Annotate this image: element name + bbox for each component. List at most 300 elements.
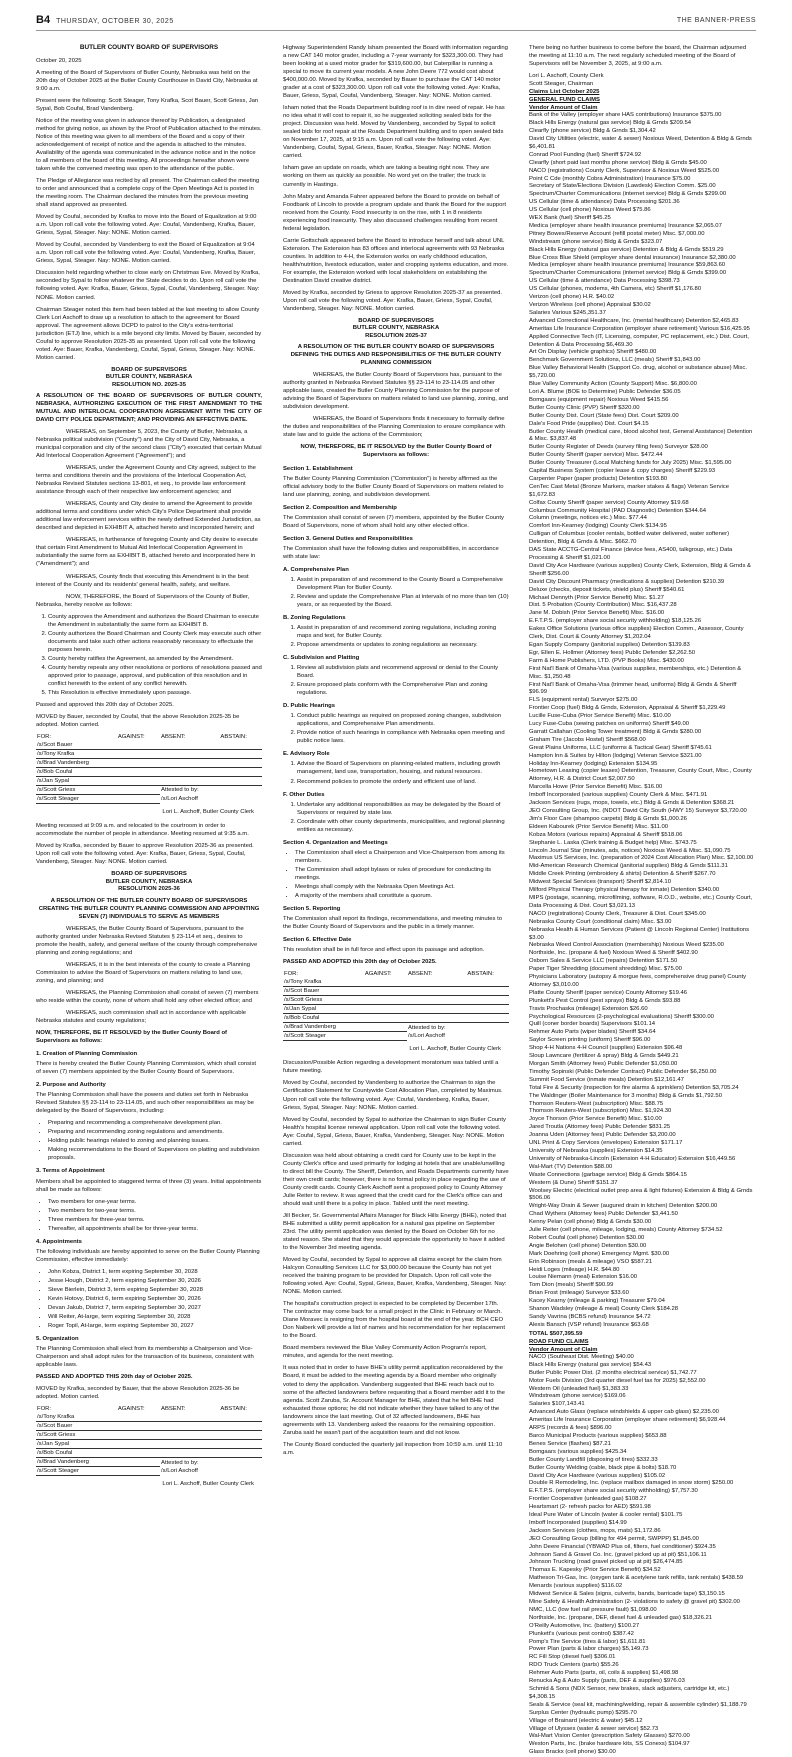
claim-row: Benchmark Government Solutions, LLC (meals) Sheriff $1,843.00: [529, 357, 701, 364]
vote-header: ABSTAIN:: [220, 734, 247, 741]
vote-name: /s/Scot Bauer: [36, 1422, 117, 1431]
claim-row: Surplus Center (hydraulic pump) $295.70: [529, 1709, 637, 1716]
clerk-signature: Lori L. Aschoff, Butler County Clerk: [409, 1046, 501, 1053]
attested-signature: /s/Lori Aschoff: [161, 1468, 198, 1475]
section-heading: Section 1. Establishment: [283, 465, 353, 472]
paragraph: Discussion held regarding whether to close early on Christmas Eve. Moved by Krafka, seconded by Sypal to follow whatever the State decides to do. Upon roll call vote the following voted. Aye: Krafka, Bauer, Griess, Sypal, Coufal, Vandenberg, Steager. Nay: NONE. Motion carried.: [36, 270, 260, 301]
claim-row: Advanced Auto Glass (replace windshields & upper cab glass) $2,235.00: [529, 1409, 719, 1416]
claim-row: Holiday Inn-Kearney (lodging) Extension $134.95: [529, 760, 658, 767]
claim-row: Nebraska Health & Human Services (Patient @ Lincoln Regional Center) Institutions $3.00: [529, 926, 750, 941]
claim-row: Nebraska Weed Control Association (membership) Noxious Weed $235.00: [529, 942, 724, 949]
claim-row: Rehmer Auto Parts (wiper blades) Sheriff $34.64: [529, 1029, 656, 1036]
claim-row: Windstream (phone service) $169.06: [529, 1393, 626, 1400]
claim-row: Thomson Reuters-West (subscription) Misc. $88.75: [529, 1100, 664, 1107]
whereas-clause: WHEREAS, on September 5, 2023, the County of Butler, Nebraska, a Nebraska political subdivision ("County") and the City of David City, Nebraska, a municipal corporation and city of the second class ("City") executed that certain Mutual Aid Interlocal Cooperation Agreement ("Agreement"); and: [36, 429, 262, 460]
claim-row: Art On Display (vehicle graphics) Sheriff $480.00: [529, 349, 657, 356]
claim-row: UNL Print & Copy Services (envelopes) Extension $171.17: [529, 1140, 683, 1147]
section-heading: 4. Appointments: [36, 1238, 82, 1245]
claim-row: Midwest Service & Sales (signs, culverts, bands, barricade tape) $3,150.15: [529, 1591, 725, 1598]
claim-row: Butler County Sheriff (paper service) Misc. $472.44: [529, 452, 663, 459]
claim-row: Physicians Laboratory (autopsy & morgue fees, comprehensive drug panel) County Attorney $3,010.00: [529, 974, 747, 988]
claim-row: US Cellular (time & attendance) Data Processing $201.36: [529, 199, 680, 206]
claim-row: Kobza Motors (various repairs) Appraisal & Sheriff $518.06: [529, 831, 683, 838]
claim-row: Alexis Bansch (VSP refund) Insurance $63.68: [529, 1321, 649, 1328]
claim-row: University of Nebraska-Lincoln (Extension 4-H Educator) Extension $16,449.56: [529, 1155, 736, 1162]
claim-row: WEX Bank (fuel) Sheriff $45.25: [529, 215, 611, 222]
claim-row: Renucka Ag & Auto Supply (parts, DEF & supplies) $976.03: [529, 1678, 685, 1685]
claim-row: Mid-American Research Chemical (janitorial supplies) Bldg & Grnds $111.31: [529, 863, 728, 870]
claim-row: Windstream (phone service) Bldg & Grnds $323.07: [529, 238, 663, 245]
paragraph: Isham gave an update on roads, which are taking a beating right now. They are working on them as quickly as possible. No word yet on the trailer; the truck is currently in Hastings.: [283, 165, 490, 188]
claim-row: Mine Safety & Health Administration (2- violations to safety @ gravel pit) $302.00: [529, 1599, 740, 1605]
claim-row: US Cellular (cell phone) Noxious Weed $75.86: [529, 207, 651, 214]
claim-row: Lucy Fuse-Cuba (sewing patches on uniforms) Sheriff $49.00: [529, 721, 690, 728]
paragraph: The hospital's construction project is expected to be completed by December 17th. The contractor may come back for a small project in the Clinic in February or March. Diane Moravec is resigning from the hospital board at the end of the year. BCH CEO Don Naiberk will provide a list of names and his recommendation for her replacement to the Board.: [283, 1301, 505, 1340]
claim-row: Milford Physical Therapy (physical therapy for inmate) Detention $340.00: [529, 887, 720, 894]
claim-row: Village of Ulysses (water & sewer service) $52.73: [529, 1725, 659, 1732]
claim-row: Dist. 5 Probation (County Contribution) Misc. $16,437.28: [529, 602, 677, 609]
claim-row: Hometown Leasing (copier leases) Detention, Treasurer, County Court, Misc., County Attorney, H.R. & District Court $2,007.50: [529, 768, 752, 783]
vote-name: /s/Scott Griess: [36, 786, 117, 795]
claim-row: Double R Remodeling, Inc. (replace mailbox damaged in snow storm) $250.00: [529, 1480, 734, 1487]
claim-row: Paper Tiger Shredding (document shredding) Misc. $75.00: [529, 966, 682, 973]
paragraph: Chairman Steager noted this item had been tabled at the last meeting to allow County Clerk Lori Aschoff to draw up a resolution to attach to the agreement for Board approval. The agreement allows DCPD to patrol to the City's extra-territorial jurisdiction (ETJ) line, which is a mile beyond city limits. Moved by Bauer, seconded by Coufal to approve Resolution 2025-35 as presented. Upon roll call vote the following voted. Aye: Bauer, Krafka, Vandenberg, Coufal, Sypal, Griess, Steager. Nay: NONE. Motion carried.: [36, 306, 262, 361]
claim-row: University of Nebraska (supplies) Extension $14.35: [529, 1147, 663, 1154]
paragraph: Moved by Coufal, seconded by Vandenberg to exit the Board of Equalization at 9:04 a.m. Upon roll call vote the following voted. Aye: Coufal, Vandenberg, Krafka, Bauer, Griess, Sypal, Steager. Nay: NONE. Motion carried.: [36, 242, 256, 265]
resolution-title: A RESOLUTION OF THE BOARD OF SUPERVISORS OF BUTLER COUNTY, NEBRASKA, AUTHORIZING EXECUTION OF THE FIRST AMENDMENT TO THE MUTUAL AND INTERLOCAL COOPERATION AGREEMENT WITH THE CITY OF DAVID CITY POLICE DEPARTMENT; AND PROVIDING AN EFFECTIVE DATE.: [36, 392, 262, 423]
vote-name: /s/Scott Griess: [36, 1431, 117, 1440]
claim-row: Applied Connective Tech (IT, Licensing, computer, PC replacement, etc.) Dist. Court, Detention & Data Processing $6,469.30: [529, 333, 749, 348]
vote-name: /s/Scott Steager: [36, 795, 117, 804]
claim-row: Black Hills Energy (natural gas service) Bldg & Grnds $209.54: [529, 120, 692, 127]
list-item: • Making recommendations to the Board of Supervisors on platting and subdivision proposals.: [48, 1146, 262, 1162]
vote-header: ABSENT:: [161, 1406, 186, 1413]
vote-name: /s/Tony Krafka: [36, 750, 117, 759]
claim-row: Woolsey Electric (electrical outlet prep area & light fixtures) Extension & Bldg & Grnds $506.06: [529, 1187, 753, 1202]
paragraph: John Mabry and Amanda Fahrer appeared before the Board to provide on behalf of Foodbank of Lincoln to provide a program update and thank the Board for the support received from the County. Food insecurity is on the rise, with 1 in 8 residents experiencing food insecurity. They also discussed challenges resulting from recent federal legislation.: [283, 193, 507, 232]
claim-row: John Deere Financial (YBWAD Plus oil, filters, fuel conditioner) $924.35: [529, 1543, 716, 1550]
claim-row: Clearfly (phone service) Bldg & Grnds $1,304.42: [529, 128, 656, 135]
whereas-clause: WHEREAS, County and City desire to amend the Agreement to provide additional terms and conditions under which City's Police Department shall provide additional law enforcement services within the newly defined Extended Jurisdiction, as described and depicted in EXHIBIT A, attached hereto and incorporated herein; and: [36, 501, 261, 532]
section-heading: 3. Terms of Appointment: [36, 1168, 105, 1175]
vote-name: /s/Scot Bauer: [283, 987, 364, 996]
claim-row: Brian Frost (mileage) Surveyor $33.60: [529, 1290, 629, 1297]
heading-line: BUTLER COUNTY, NEBRASKA: [105, 374, 193, 381]
heading-line: RESOLUTION 2025-37: [365, 332, 427, 339]
claim-row: Secretary of State/Elections Division (Lawdesk) Election Comm. $25.00: [529, 183, 716, 190]
list-item: 1. Advise the Board of Supervisors on planning-related matters, including growth management, land use, transportation, housing, and natural resources.: [297, 760, 509, 776]
general-fund-total: TOTAL $507,395.59: [529, 1330, 583, 1337]
paragraph: The Butler County Planning Commission ("Commission") is hereby affirmed as the official advisory body to the Butler County Board of Supervisors on matters related to land use planning, zoning, and subdivision development.: [283, 475, 504, 498]
heading-line: BOARD OF SUPERVISORS: [111, 871, 187, 878]
paragraph: It was noted that in order to have BHE's utility permit application reconsidered by the Board, it must be added to the meeting agenda by a Board member who originally voted to deny the application. Vandenberg suggested that BHE reach back out to some of the affected landowners before requesting that a Board member add it to the agenda. Scott Zaruba, Sr. Account Manager for BHE, stated that he felt BHE had exhausted those options; he did not indicate whether they have talked to any of the landowners since the last meeting. Out of 32 affected landowners, BHE has agreements with 13. Vandenberg asked the reasons for the remaining opposition. Zaruba said he wasn't part of the acquisition team and did not know.: [283, 1365, 505, 1436]
vote-table: [283, 970, 509, 1041]
claim-row: David City Discount Pharmacy (medications & supplies) Detention $210.39: [529, 578, 725, 585]
vote-header: AGAINST:: [117, 1406, 145, 1413]
claim-row: NMC, LLC (low fuel rail pressure fault) $1,098.00: [529, 1606, 657, 1613]
header-left: [36, 14, 174, 26]
claim-row: Spectrum/Charter Communications (internet service) Bldg & Grnds $399.00: [529, 270, 727, 277]
article-title: BUTLER COUNTY BOARD OF SUPERVISORS: [79, 44, 219, 51]
paragraph: MOVED by Bauer, seconded by Coufal, that the above Resolution 2025-35 be adopted. Motion carried.: [36, 713, 240, 729]
section-heading: Section 3. General Duties and Responsibilities: [283, 535, 413, 542]
section-heading: 5. Organization: [36, 1336, 79, 1343]
resolution-items: [36, 613, 262, 697]
claim-row: JEO Consulting Group (billing for 494 permit, SWPPP) $1,845.00: [529, 1535, 699, 1542]
claim-row: Wright-Way Drain & Sewer (augured drain in kitchen) Detention $200.00: [529, 1203, 718, 1210]
claim-row: Great Plains Uniforms, LLC (uniforms & Tactical Gear) Sheriff $745.61: [529, 744, 712, 751]
claim-row: FLS (equipment rental) Surveyor $275.00: [529, 697, 638, 704]
claim-row: E.F.T.P.S. (employer share social security withholding) $7,757.30: [529, 1488, 698, 1495]
heading-line: BOARD OF SUPERVISORS: [358, 317, 434, 324]
clerk-signature: Lori L. Aschoff, County Clerk: [529, 73, 604, 80]
claim-row: Farm & Home Publishers, LTD. (PVP Books) Misc. $430.00: [529, 657, 684, 664]
vendor-header: Vendor Amount of Claim: [529, 105, 598, 112]
list-item: • Steve Bierlein, District 3, term expiring September 30, 2028: [48, 1286, 262, 1294]
numbered-list: [283, 576, 509, 609]
claim-row: Eakes Office Solutions (various office supplies) Election Comm., Assessor, County Clerk, Dist. Court & County Attorney $1,202.04: [529, 626, 744, 641]
column-3: [529, 44, 755, 1756]
numbered-list: [283, 801, 509, 834]
list-item: • Thereafter, all appointments shall be for three-year terms.: [48, 1225, 262, 1233]
claim-row: Julie Reiter (cell phone, mileage, lodging, meals) County Attorney $734.52: [529, 1227, 723, 1234]
vote-table: [36, 733, 262, 804]
subsection-heading: C. Subdivision and Platting: [283, 655, 360, 662]
paragraph: The following individuals are hereby appointed to serve on the Butler County Planning Commission, effective immediately:: [36, 1248, 260, 1263]
claim-row: Nebraska County Court (conditional claim) Misc. $3.00: [529, 918, 672, 925]
claim-row: Osborn Sales & Service LLC (repairs) Detention $171.50: [529, 958, 678, 965]
numbered-list: [283, 624, 509, 649]
claim-row: Menards (various supplies) $116.02: [529, 1583, 623, 1590]
section-heading: Section 2. Composition and Membership: [283, 504, 397, 511]
claim-row: Black Hills Energy (natural gas service) Detention & Bldg & Grnds $519.29: [529, 246, 724, 253]
claim-row: Pitney Bowes/Reserve Account (refill postal meter) Misc. $7,000.00: [529, 230, 705, 237]
claim-row: Egan Supply Company (janitorial supplies) Detention $139.83: [529, 641, 690, 648]
numbered-list: [283, 712, 509, 745]
claim-row: US Cellular (time & attendance) Data Processing $398.73: [529, 278, 680, 285]
whereas-clause: WHEREAS, the Butler County Board of Supervisors has, pursuant to the authority granted in Nebraska Revised Statutes §§ 23-114 to 23-114.05 and other applicable laws, created the Butler County Planning Commission for the purpose of advising the Board of Supervisors on matters related to land use planning, zoning, and subdivision development.: [283, 372, 509, 411]
resolution-heading: [36, 367, 262, 389]
vote-header: ABSTAIN:: [220, 1406, 247, 1413]
attested-signature: /s/Lori Aschoff: [161, 796, 198, 803]
claim-row: Timothy Sopinski (Public Defender Contract) Public Defender $6,250.00: [529, 1068, 717, 1075]
list-item: • Kevin Hotovy, District 6, term expiring September 30, 2026: [48, 1295, 262, 1303]
claim-row: Thomas E. Kapesky (Prior Service Benefit) $34.52: [529, 1567, 661, 1574]
claim-row: Benes Service (flashes) $87.21: [529, 1440, 611, 1447]
claim-row: Lucille Fuse-Cuba (Prior Service Benefit) Misc. $10.00: [529, 713, 671, 720]
whereas-clause: WHEREAS, in furtherance of foregoing County and City desire to execute that certain First Amendment to Mutual Aid Interlocal Cooperation Agreement in substantially the same form as EXHIBIT B, attached hereto and incorporated here in ("Amendment"); and: [36, 537, 258, 568]
paragraph: The Commission shall have the following duties and responsibilities, in accordance with state law:: [283, 545, 499, 560]
claim-row: Salaries $107,143.41: [529, 1401, 585, 1408]
claim-row: Shanon Wadsley (mileage & meal) County Clerk $184.28: [529, 1306, 679, 1313]
claim-row: Column (meetings, notices etc.) Misc. $77.44: [529, 515, 647, 522]
list-item: • The Commission shall adopt bylaws or rules of procedure for conducting its meetings.: [295, 866, 509, 882]
whereas-clause: WHEREAS, under the Agreement County and City agreed, subject to the terms and conditions therein and the provisions of the Interlocal Cooperation Act, Nebraska Revised Statutes sections 13-801, et seq., to provide law enforcement assistance through each of their respective law enforcement agencies; and: [36, 465, 256, 496]
vote-name: /s/Scott Steager: [283, 1032, 364, 1041]
paragraph: Members shall be appointed to staggered terms of three (3) years. Initial appointments shall be made as follows:: [36, 1178, 262, 1193]
column-1: [36, 44, 262, 1598]
whereas-clause: WHEREAS, it is in the best interests of the county to create a Planning Commission to advise the Board of Supervisors on matters relating to land use, zoning, and planning; and: [36, 961, 251, 984]
vote-name: /s/Tony Krafka: [36, 1413, 117, 1422]
general-fund-claims: [529, 112, 755, 1330]
vote-header: ABSENT:: [408, 971, 433, 978]
resolution-title: A RESOLUTION OF THE BUTLER COUNTY BOARD OF SUPERVISORS CREATING THE BUTLER COUNTY PLANNING COMMISSION AND APPOINTING SEVEN (7) INDIVIDUALS TO SERVE AS MEMBERS: [38, 897, 260, 920]
vote-name: /s/Brad Vandenberg: [36, 1458, 117, 1467]
claim-row: Pomp's Tire Service (tires & labor) $1,611.81: [529, 1638, 646, 1645]
claim-row: Schmid & Sons (NDX Sensor, new brakes, slack adjusters, cartridge kit, etc.) $4,308.15: [529, 1685, 730, 1700]
list-item: 2. Ensure proposed plats conform with the Comprehensive Plan and zoning regulations.: [297, 681, 509, 697]
list-item: • The Commission shall elect a Chairperson and Vice-Chairperson from among its members.: [295, 849, 509, 865]
whereas-clause: WHEREAS, the Planning Commission shall consist of seven (7) members who reside within the county, none of whom shall hold any other elected office; and: [36, 989, 259, 1004]
claim-row: Butler County Clinic (PVP) Sheriff $320.00: [529, 404, 640, 411]
claim-row: Erin Robinson (meals & mileage) VSO $587.21: [529, 1258, 653, 1265]
claim-row: Kacey Kearny (mileage & parking) Treasurer $79.04: [529, 1298, 665, 1305]
claim-row: Jared Troutla (Attorney fees) Public Defender $831.25: [529, 1124, 671, 1131]
list-item: 2. Review and update the Comprehensive Plan at intervals of no more than ten (10) years, or as requested by the Board.: [297, 593, 509, 609]
claim-row: Village of Brainard (electric & water) $45.12: [529, 1717, 643, 1724]
claim-row: Western Oil (unleaded fuel) $1,383.33: [529, 1385, 629, 1392]
paragraph: Discussion was held about obtaining a credit card for County use to be kept in the County Clerk's office and used primarily for lodging at hotels that are unable/unwilling to direct bill the County. The Sheriff, Detention, and Roads Departments currently have their own credit cards; however, there is no formal policy in place regarding the use of County credit cards. County Clerk Aschoff sent a proposed policy to County Attorney Julie Reiter to review. It was agreed that the credit card for the Clerk's office can and should wait until there is a policy in place. Tabled until the next meeting.: [283, 1152, 509, 1207]
whereas-clause: WHEREAS, the Butler County Board of Supervisors, pursuant to the authority granted under Nebraska Revised Statutes § 23-114 et seq., desires to promote the health, safety, and general welfare of the county through comprehensive planning and zoning regulations; and: [36, 925, 258, 956]
claim-row: David City Ace Hardware (various supplies) County Clerk, Extension, Bldg & Grnds & Sheriff $256.00: [529, 562, 751, 577]
claim-row: ARPS (records & fees) $896.00: [529, 1425, 612, 1432]
claim-row: Shop 4-H Nations 4-H Council (supplies) Extension $96.48: [529, 1045, 683, 1052]
now-therefore: NOW, THEREFORE, the Board of Supervisors of the County of Butler, Nebraska, hereby resolve as follows:: [36, 593, 250, 608]
list-item: • Devan Jakub, District 7, term expiring September 30, 2027: [48, 1304, 262, 1312]
clerk-signature: Lori L. Aschoff, Butler County Clerk: [162, 1481, 254, 1488]
claim-row: Plunkett's Pest Control (pest sprays) Bldg & Grnds $93.88: [529, 997, 681, 1004]
claim-row: Dale's Food Pride (supplies) Dist. Court $4.15: [529, 420, 649, 427]
resolution-heading: [36, 871, 262, 893]
claim-row: Heartsmart (2- refresh packs for AED) $591.98: [529, 1504, 651, 1511]
passed-line: PASSED AND ADOPTED THIS 20th day of October 2025.: [36, 1374, 193, 1381]
meeting-date: October 20, 2025: [36, 57, 82, 64]
claim-row: Lori A. Blume (BOE to Determine) Public Defender $36.05: [529, 388, 681, 395]
road-fund-heading: ROAD FUND CLAIMS: [529, 1338, 589, 1345]
list-item: • Will Reiter, At-large, term expiring September 30, 2028: [48, 1313, 262, 1321]
claim-row: Verizon (cell phone) H.R. $40.02: [529, 294, 615, 301]
claim-row: Midwest Special Services (transport) Sheriff $2,814.10: [529, 879, 671, 886]
bullet-list: [36, 1198, 262, 1233]
attested-label: Attested to by:: [161, 1459, 199, 1466]
chairman-signature: Scott Steager, Chairman: [529, 81, 594, 88]
claim-row: Northside, Inc. (propane, DEF, diesel fuel & unleaded gas) $18,326.21: [529, 1614, 713, 1621]
passed-line: PASSED AND ADOPTED this 20th day of October 2025.: [283, 959, 437, 966]
claim-row: Frontier Cooperative (unleaded gas) $108.27: [529, 1496, 647, 1503]
vote-header: FOR:: [37, 1406, 52, 1413]
section-heading: 2. Purpose and Authority: [36, 1082, 106, 1089]
paragraph: Isham noted that the Roads Department building roof is in dire need of repair. He has no idea what it will cost to repair it, so he suggested soliciting sealed bids for the project. Discussion was held. Moved by Vandenberg, seconded by Sypal to solicit sealed bids for roof repair at the Roads Department building and to open sealed bids on November 17, 2025, at 9:15 a.m. Upon roll call vote the following voted. Aye: Vandenberg, Coufal, Sypal, Griess, Bauer, Krafka, Steager. Nay: NONE. Motion carried.: [283, 105, 505, 160]
claim-row: Plunkett's (various pest control) $387.42: [529, 1630, 634, 1637]
list-item: 1. Assist in preparation of and recommend to the County Board a Comprehensive Development Plan for Butler County.: [297, 576, 509, 592]
claim-row: Egr, Ellen E. Hollmer (Attorney fees) Public Defender $2,262.50: [529, 649, 696, 656]
claim-row: US Cellular (phones, modems, 4th Camera, etc) Sheriff $1,176.80: [529, 286, 702, 293]
bullet-list: [36, 1268, 262, 1330]
column-2: [283, 44, 509, 1598]
list-item: 2. County authorizes the Board Chairman and County Clerk may execute such other documents and take such other actions reasonably necessary to effectuate the purposes herein.: [48, 630, 262, 654]
list-item: 4. County hereby repeals any other resolutions or portions of resolutions passed and approved prior to passage, approval, and publication of this resolution and in conflict herewith to the extent of any conflict herewith.: [48, 664, 262, 688]
paragraph: Moved by Krafka, seconded by Bauer to approve Resolution 2025-36 as presented. Upon roll call vote the following voted. Aye: Krafka, Bauer, Griess, Sypal, Coufal, Vandenberg, Steager. Nay: NONE. Motion carried.: [36, 843, 254, 866]
vote-name: /s/Jan Sypal: [283, 1005, 364, 1014]
attested-signature: /s/Lori Aschoff: [408, 1033, 445, 1040]
paragraph: Discussion/Possible Action regarding a development moratorium was tabled until a future meeting.: [283, 1060, 499, 1075]
section-heading: Section 6. Effective Date: [283, 937, 352, 943]
claim-row: Spectrum/Charter Communications (internet service) Bldg & Grnds $299.00: [529, 191, 727, 198]
claim-row: Stephanie L. Laska (Clerk training & Budget help) Misc. $743.75: [529, 839, 697, 846]
claim-row: Seals & Service (seal kit, machining/welding, repair & assemble cylinder) $1,188.79: [529, 1701, 747, 1708]
claim-row: Tom Dion (meals) Sheriff $90.99: [529, 1282, 614, 1289]
claim-row: Verizon Wireless (cell phone) Appraisal $30.02: [529, 302, 651, 308]
vote-header: FOR:: [284, 971, 299, 978]
paragraph: There is hereby created the Butler County Planning Commission, which shall consist of seven (7) members appointed by the Butler County Board of Supervisors.: [36, 1061, 257, 1076]
list-item: 2. Provide notice of such hearings in compliance with Nebraska open meeting and public notice laws.: [297, 729, 509, 745]
publication-name: THE BANNER-PRESS: [676, 16, 756, 24]
list-item: • A majority of the members shall constitute a quorum.: [295, 892, 509, 900]
claim-row: NACO (registrations) County Clerk, Treasurer & Dist. Court $345.00: [529, 910, 706, 917]
claim-row: The Waldinger (Boiler Maintenance for 3 months) Bldg & Grnds $1,792.50: [529, 1092, 722, 1099]
claim-row: JEO Consulting Group, Inc. (NDOT David City South (HWY 15) Surveyor $3,720.00: [529, 808, 747, 814]
paragraph: The Planning Commission shall have the powers and duties set forth in Nebraska Revised Statutes §§ 23-114 to 23-114.05, and such other responsibilities as may be delegated by the Board of Supervisors, including:: [36, 1092, 254, 1115]
claim-row: Blue Valley Behavioral Health (Support Co. drug, alcohol or substance abuse) Misc. $5,720.00: [529, 365, 747, 380]
list-item: 2. Propose amendments or updates to zoning regulations as necessary.: [297, 641, 509, 649]
subsection-heading: D. Public Hearings: [283, 703, 336, 710]
list-item: 1. Undertake any additional responsibilities as may be delegated by the Board of Supervisors or required by state law.: [297, 801, 509, 817]
claim-row: Psychological Resources (2-psychological evaluations) Sheriff $300.00: [529, 1013, 714, 1020]
claim-row: Waste Connections (garbage service) Bldg & Grnds $864.15: [529, 1171, 687, 1178]
issue-date: THURSDAY, OCTOBER 30, 2025: [56, 18, 174, 25]
claim-row: Angie Belohen (cell phone) Detention $30.00: [529, 1242, 647, 1249]
paragraph: Meeting recessed at 9:09 a.m. and relocated to the courtroom in order to accommodate the number of people in attendance. Meeting resumed at 9:35 a.m.: [36, 823, 249, 838]
now-therefore: NOW, THEREFORE, BE IT RESOLVED by the Butler County Board of Supervisors as follows:: [300, 444, 492, 459]
list-item: 2. Coordinate with other county departments, municipalities, and regional planning entities as necessary.: [297, 818, 509, 834]
list-item: 5. This Resolution is effective immediately upon passage.: [48, 689, 262, 697]
claim-row: Bomgaars (various supplies) $425.34: [529, 1448, 627, 1455]
vote-name: /s/Jan Sypal: [36, 1440, 117, 1449]
claim-row: Total Fire & Security (inspection for fire alarms & sprinklers) Detention $3,705.24: [529, 1084, 739, 1091]
claim-row: Platte County Sheriff (paper service) County Attorney $19.46: [529, 989, 688, 996]
paragraph: Board members reviewed the Blue Valley Community Action Program's report, minutes, and agenda for the next meeting.: [283, 1345, 487, 1360]
page-header: [36, 10, 756, 31]
list-item: • John Kobza, District 1, term expiring September 30, 2028: [48, 1268, 262, 1276]
page-number: B4: [36, 14, 51, 26]
claim-row: Motor Fuels Division (3rd quarter diesel fuel tax for 2025) $2,552.00: [529, 1377, 706, 1384]
claim-row: E.F.T.P.S. (employer share social security withholding) $18,125.26: [529, 618, 702, 625]
paragraph: A meeting of the Board of Supervisors of Butler County, Nebraska was held on the 20th day of October 2025 at the Butler County Courthouse in David City, Nebraska at 9:00 a.m.: [36, 69, 258, 92]
vote-header: AGAINST:: [364, 971, 392, 978]
list-item: 1. Conduct public hearings as required on proposed zoning changes, subdivision applications, and Comprehensive Plan amendments.: [297, 712, 509, 728]
section-heading: Section 4. Organization and Meetings: [283, 839, 388, 846]
claim-row: Graham Tire (Jacobs Hostel) Sheriff $568.00: [529, 736, 646, 743]
vote-name: /s/Bob Coufal: [283, 1014, 364, 1023]
heading-line: RESOLUTION 2025-36: [118, 886, 180, 893]
claim-row: Butler County Dist. Court (State fees) Dist. Court $209.00: [529, 412, 679, 419]
list-item: 1. Review all subdivision plats and recommend approval or denial to the County Board.: [297, 664, 509, 680]
claim-row: Advanced Correctional Healthcare, Inc. (mental healthcare) Detention $2,465.83: [529, 317, 739, 324]
paragraph: The Commission shall consist of seven (7) members, appointed by the Butler County Board of Supervisors, none of whom shall hold any other elected office.: [283, 514, 504, 529]
claim-row: Butler County Register of Deeds (survey filing fees) Surveyor $28.00: [529, 444, 708, 451]
claim-row: Heidi Loges (mileage) H.R. $44.80: [529, 1266, 620, 1273]
claim-row: Culligan of Columbus (cooler rentals, bottled water delivered, water softener) Detention, Bldg & Grnds & Misc. $662.70: [529, 531, 730, 546]
claim-row: Medica (employer share health insurance premiums) Insurance $2,065.07: [529, 222, 722, 229]
claim-row: Power Plan (parts & labor charges) $5,149.73: [529, 1646, 649, 1653]
claim-row: Blue Cross Blue Shield (employer share dental insurance) Insurance $2,380.00: [529, 254, 736, 261]
claim-row: Black Hills Energy (natural gas service) $54.43: [529, 1361, 652, 1368]
claim-row: Ameritas Life Insurance Corporation (employer share retirement) $6,928.44: [529, 1417, 726, 1424]
paragraph: Passed and approved this 20th day of October 2025.: [36, 701, 174, 708]
vote-header: ABSENT:: [161, 734, 186, 741]
numbered-list: [283, 760, 509, 785]
claim-row: Travis Prochaska (mileage) Extension $26.60: [529, 1005, 648, 1012]
claim-row: Wal-Mart Vision Center (prescription Safety Glasses) $270.00: [529, 1733, 690, 1740]
paragraph: There being no further business to come before the board, the Chairman adjourned the meeting at 11:10 a.m. The next regularly scheduled meeting of the Board of Supervisors will be November 3, 2025, at 9:00 a.m.: [529, 45, 747, 68]
claim-row: David City Utilities (electric, water & sewer) Noxious Weed, Detention & Bldg & Grnds $6,401.81: [529, 135, 752, 150]
list-item: 1. Assist in preparation of and recommend zoning regulations, including zoning maps and text, for Butler County.: [297, 624, 509, 640]
list-item: • Meetings shall comply with the Nebraska Open Meetings Act.: [295, 883, 509, 891]
claim-row: O'Reilly Automotive, Inc. (battery) $100.27: [529, 1622, 640, 1629]
claim-row: Butler County Welding (cable, black pipe & bolts) $18.70: [529, 1464, 677, 1471]
numbered-list: [283, 664, 509, 697]
clerk-signature: Lori L. Aschoff, Butler County Clerk: [162, 809, 254, 816]
claims-heading: Claims List October 2025: [529, 89, 600, 96]
claim-row: Imboff Incorporated (supplies) $14.99: [529, 1519, 627, 1526]
claim-row: Sloup Lawncare (fertilizer & spray) Bldg & Grnds $449.21: [529, 1053, 679, 1060]
claim-row: Bomgaars (equipment repair) Noxious Weed $415.56: [529, 396, 669, 403]
claim-row: Imboff Incorporated (various supplies) County Clerk & Misc. $471.91: [529, 792, 708, 799]
claim-row: Quill (coner border boards) Supervisors $101.14: [529, 1021, 656, 1028]
claim-row: Marcella Howe (Prior Service Benefit) Misc. $16.00: [529, 784, 663, 791]
claim-row: Frontier Coop (fuel) Bldg & Grnds, Extension, Appraisal & Sheriff $1,229.49: [529, 705, 726, 712]
paragraph: Highway Superintendent Randy Isham presented the Board with information regarding a new CAT 140 motor grader, including a 7-year warranty for $323,300.00. They had been looking at a used motor grader for $319,600.00, but Caterpillar is running a special to move its current year models. A new John Deere 772 would cost about $400,000.00. Moved by Krafka, seconded by Bauer to purchase the CAT 140 motor grader at a cost of $323,300.00. Upon roll call vote the following voted. Aye: Krafka, Bauer, Griess, Sypal, Coufal, Vandenberg, Steager. Nay: NONE. Motion carried.: [283, 45, 508, 100]
claim-row: Johnson Trucking (road gravel picked up at pit) $26,474.85: [529, 1559, 683, 1566]
vote-header: ABSTAIN:: [467, 971, 494, 978]
paragraph: Moved by Coufal, seconded by Krafka to move into the Board of Equalization at 9:00 a.m. Upon roll call vote the following voted. Aye: Coufal, Vandenberg, Krafka, Bauer, Griess, Sypal, Steager. Nay: NONE. Motion carried.: [36, 214, 257, 237]
claim-row: Point C Cde (monthly Cobra Administration) Insurance $75.00: [529, 175, 691, 182]
claim-row: Matheson Tri-Gas, Inc. (oxygen tank & acetylene tank refills, tank rentals) $438.59: [529, 1575, 744, 1582]
bullet-list: [283, 849, 509, 900]
bullet-list: [36, 1119, 262, 1162]
list-item: • Two members for two-year terms.: [48, 1207, 262, 1215]
claim-row: Saylor Screen printing (uniform) Sheriff $96.00: [529, 1037, 651, 1044]
claim-row: Maximus US Services, Inc. (preparation of 2024 Cost Allocation Plan) Misc. $2,100.00: [529, 855, 754, 862]
vote-name: /s/Bob Coufal: [36, 1449, 117, 1458]
subsection-heading: E. Advisory Role: [283, 751, 330, 758]
claim-row: Capital Business System (copier lease & copy charges) Sheriff $229.93: [529, 468, 716, 475]
claim-row: Columbus Community Hospital (PAD Diagnostic) Detention $344.64: [529, 507, 707, 514]
claim-row: DAS State ACCTG-Central Finance (device fees, AS400, talkgroup, etc.) Data Processing & Sheriff $1,021.00: [529, 547, 733, 561]
claim-row: Jim's Floor Care (shampoo carpets) Bldg & Grnds $1,000.26: [529, 815, 687, 822]
claim-row: Joyce Thorson (Prior Service Benefit) Misc. $10.00: [529, 1116, 662, 1123]
section-heading: Section 5. Reporting: [283, 905, 341, 912]
claim-row: Hampton Inn & Suites by Hilton (lodging) Veteran Service $321.00: [529, 752, 702, 759]
claim-row: Glass Brackx (cell phone) $30.00: [529, 1749, 616, 1756]
claim-row: David City Ace Hardware (various supplies) $105.02: [529, 1472, 666, 1479]
claim-row: Eldeen Kabourek (Prior Service Benefit) Misc. $11.00: [529, 823, 669, 830]
claim-row: Mark Doehring (cell phone) Emergency Mgmt. $30.00: [529, 1250, 670, 1257]
claim-row: Kenny Pelan (cell phone) Bldg & Grnds $30.00: [529, 1219, 652, 1226]
subsection-heading: A. Comprehensive Plan: [283, 566, 349, 573]
list-item: • Three members for three-year terms.: [48, 1216, 262, 1224]
general-fund-heading: GENERAL FUND CLAIMS: [529, 97, 600, 104]
claim-row: Michael Dennyth (Prior Service Benefit) Misc. $1.27: [529, 594, 664, 601]
claim-row: Wal-Mart (TV) Detention $88.00: [529, 1163, 613, 1170]
paragraph: This resolution shall be in full force and effect upon its passage and adoption.: [283, 947, 485, 954]
claim-row: Morgan Smith (Attorney fees) Public Defender $1,050.00: [529, 1061, 678, 1067]
claim-row: Western (& Dune) Sheriff $151.37: [529, 1179, 618, 1186]
list-item: 3. County hereby ratifies the Agreement, as amended by the Amendment.: [48, 655, 262, 663]
claim-row: Jane M. Dobish (Prior Service Benefit) Misc. $16.00: [529, 610, 665, 617]
paragraph: Jill Becker, Sr. Governmental Affairs Manager for Black Hills Energy (BHE), noted that BHE submitted a utility permit application for a natural gas pipeline on September 23rd. The utility permit application was denied by the Board on October 6th for no stated reason. She stated that they would appreciate the opportunity to have it added to the November 3rd meeting agenda.: [283, 1212, 507, 1252]
resolution-heading: [283, 318, 509, 340]
